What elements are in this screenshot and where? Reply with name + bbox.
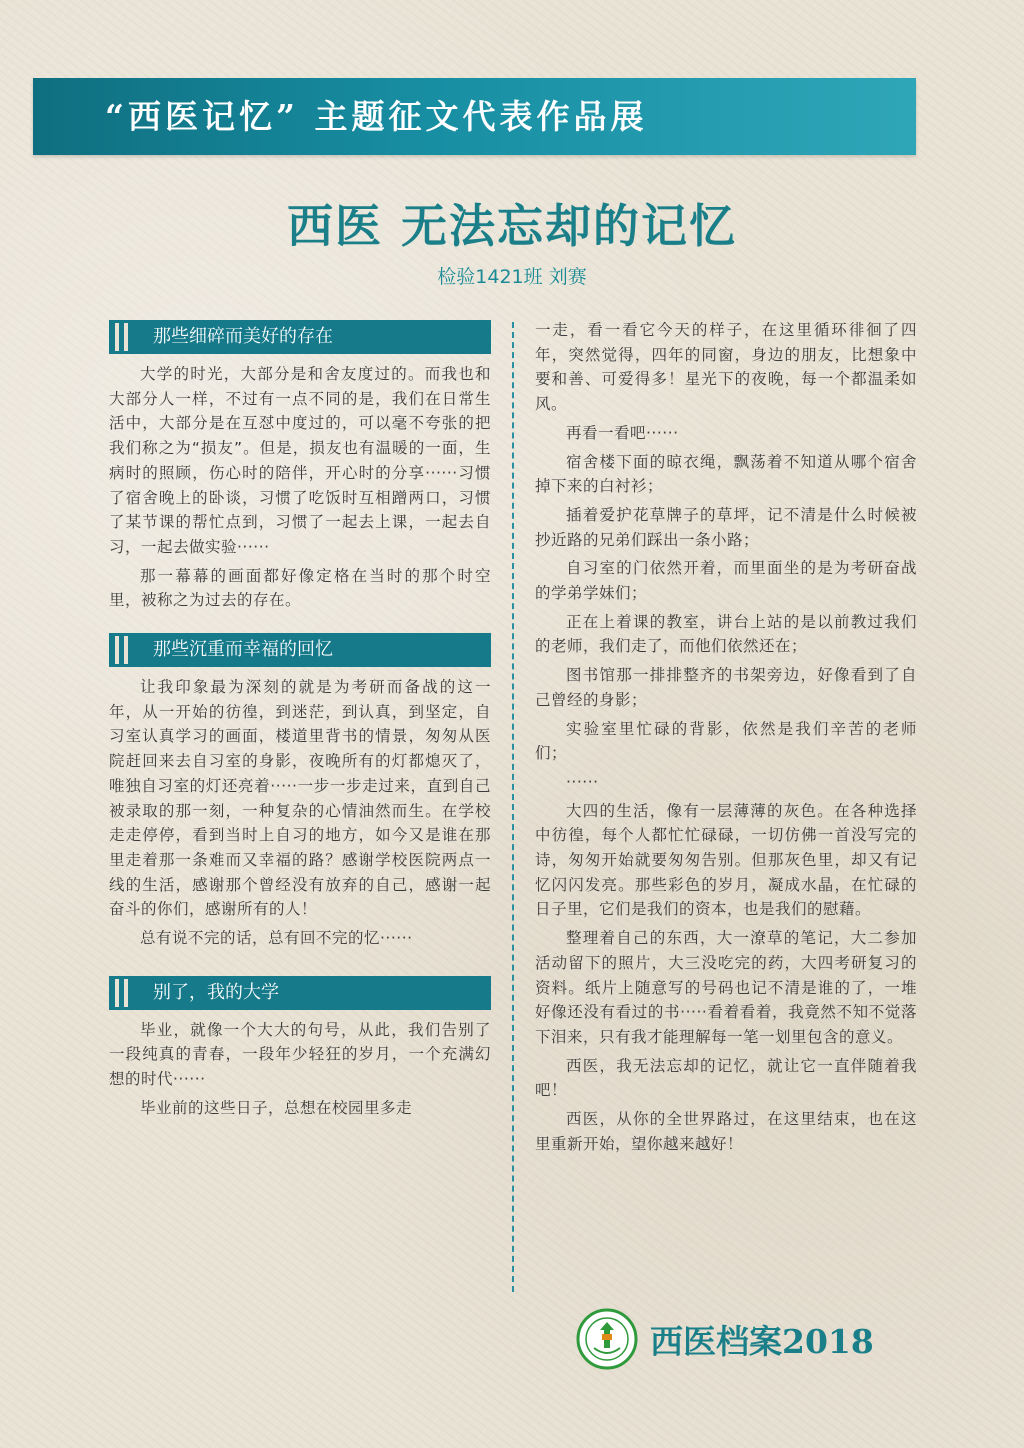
section-heading (109, 633, 491, 667)
header-banner (33, 78, 916, 155)
paragraph: 实验室里忙碌的背影，依然是我们辛苦的老师们； (535, 719, 917, 763)
right-column (535, 318, 917, 1161)
paragraph: 西医，我无法忘却的记忆，就让它一直伴随着我吧！ (535, 1056, 917, 1100)
column-divider (512, 322, 514, 1292)
article-title: 西医 无法忘却的记忆 (286, 199, 737, 253)
paragraph: 整理着自己的东西，大一潦草的笔记，大二参加活动留下的照片，大三没吃完的药，大四考研复习的资料。纸片上随意写的号码也记不清是谁的了，一堆好像还没有看过的书·····看着看着，我竟然不知不觉落下泪来，只有我才能理解每一笔一划里包含的意义。 (535, 929, 917, 1046)
section-heading (109, 976, 491, 1010)
heading-bars-icon (115, 979, 137, 1007)
archive-title: 西医档案2018 (650, 1322, 874, 1361)
section-heading-label: 别了，我的大学 (153, 981, 279, 1003)
paragraph: 宿舍楼下面的晾衣绳，飘荡着不知道从哪个宿舍掉下来的白衬衫； (535, 452, 917, 496)
section-heading (109, 320, 491, 354)
paragraph: 再看一看吧······ (566, 423, 679, 442)
paragraph: ······ (566, 772, 599, 791)
heading-bars-icon (115, 636, 137, 664)
paragraph-continuation: 一走，看一看它今天的样子，在这里循环徘徊了四年，突然觉得，四年的同窗，身边的朋友，比想象中要和善、可爱得多！星光下的夜晚，每一个都温柔如风。 (535, 321, 917, 414)
paragraph: 图书馆那一排排整齐的书架旁边，好像看到了自己曾经的身影； (535, 666, 917, 709)
footer-logo (576, 1308, 926, 1378)
paragraph: 插着爱护花草牌子的草坪，记不清是什么时候被抄近路的兄弟们踩出一条小路； (535, 505, 917, 549)
paragraph: 大学的时光，大部分是和舍友度过的。而我也和大部分人一样，不过有一点不同的是，我们在日常生活中，大部分是在互怼中度过的，可以毫不夸张的把我们称之为“损友”。但是，损友也有温暖的一面，生病时的照顾，伤心时的陪伴，开心时的分享······习惯了宿舍晚上的卧谈，习惯了吃饭时互相蹭两口，习惯了某节课的帮忙点到，习惯了一起去上课，一起去自习，一起去做实验······ (109, 365, 491, 556)
paragraph: 大四的生活，像有一层薄薄的灰色。在各种选择中彷徨，每个人都忙忙碌碌，一切仿佛一首没写完的诗，匆匆开始就要匆匆告别。但那灰色里，却又有记忆闪闪发亮。那些彩色的岁月，凝成水晶，在忙碌的日子里，它们是我们的资本，也是我们的慰藉。 (535, 801, 917, 919)
paragraph: 那一幕幕的画面都好像定格在当时的那个时空里，被称之为过去的存在。 (109, 566, 491, 610)
paragraph: 自习室的门依然开着，而里面坐的是为考研奋战的学弟学妹们； (535, 559, 917, 603)
left-column (109, 320, 491, 1125)
paragraph: 总有说不完的话，总有回不完的忆······ (140, 929, 413, 948)
paragraph: 正在上着课的教室，讲台上站的是以前教过我们的老师，我们走了，而他们依然还在； (535, 612, 917, 656)
heading-bars-icon (115, 323, 137, 351)
school-emblem-icon (576, 1308, 638, 1370)
paragraph: 西医，从你的全世界路过，在这里结束，也在这里重新开始，望你越来越好！ (535, 1110, 917, 1153)
banner-title: “西医记忆” 主题征文代表作品展 (105, 97, 648, 136)
section-heading-label: 那些细碎而美好的存在 (153, 326, 333, 347)
paragraph: 毕业前的这些日子，总想在校园里多走 (140, 1098, 413, 1117)
section-heading-label: 那些沉重而幸福的回忆 (153, 639, 333, 661)
paragraph: 让我印象最为深刻的就是为考研而备战的这一年，从一开始的彷徨，到迷茫，到认真，到坚定，自习室认真学习的画面，楼道里背书的情景，匆匆从医院赶回来去自习室的身影，夜晚所有的灯都熄灭了，唯独自习室的灯还亮着·····一步一步走过来，直到自己被录取的那一刻，一种复杂的心情油然而生。在学校走走停停，看到当时上自习的地方，如今又是谁在那里走着那一条难而又幸福的路？感谢学校医院两点一线的生活，感谢那个曾经没有放弃的自己，感谢一起奋斗的你们，感谢所有的人！ (109, 678, 491, 919)
paragraph: 毕业，就像一个大大的句号，从此，我们告别了一段纯真的青春，一段年少轻狂的岁月，一个充满幻想的时代······ (109, 1020, 491, 1089)
article-byline: 检验1421班 刘赛 (437, 266, 587, 288)
